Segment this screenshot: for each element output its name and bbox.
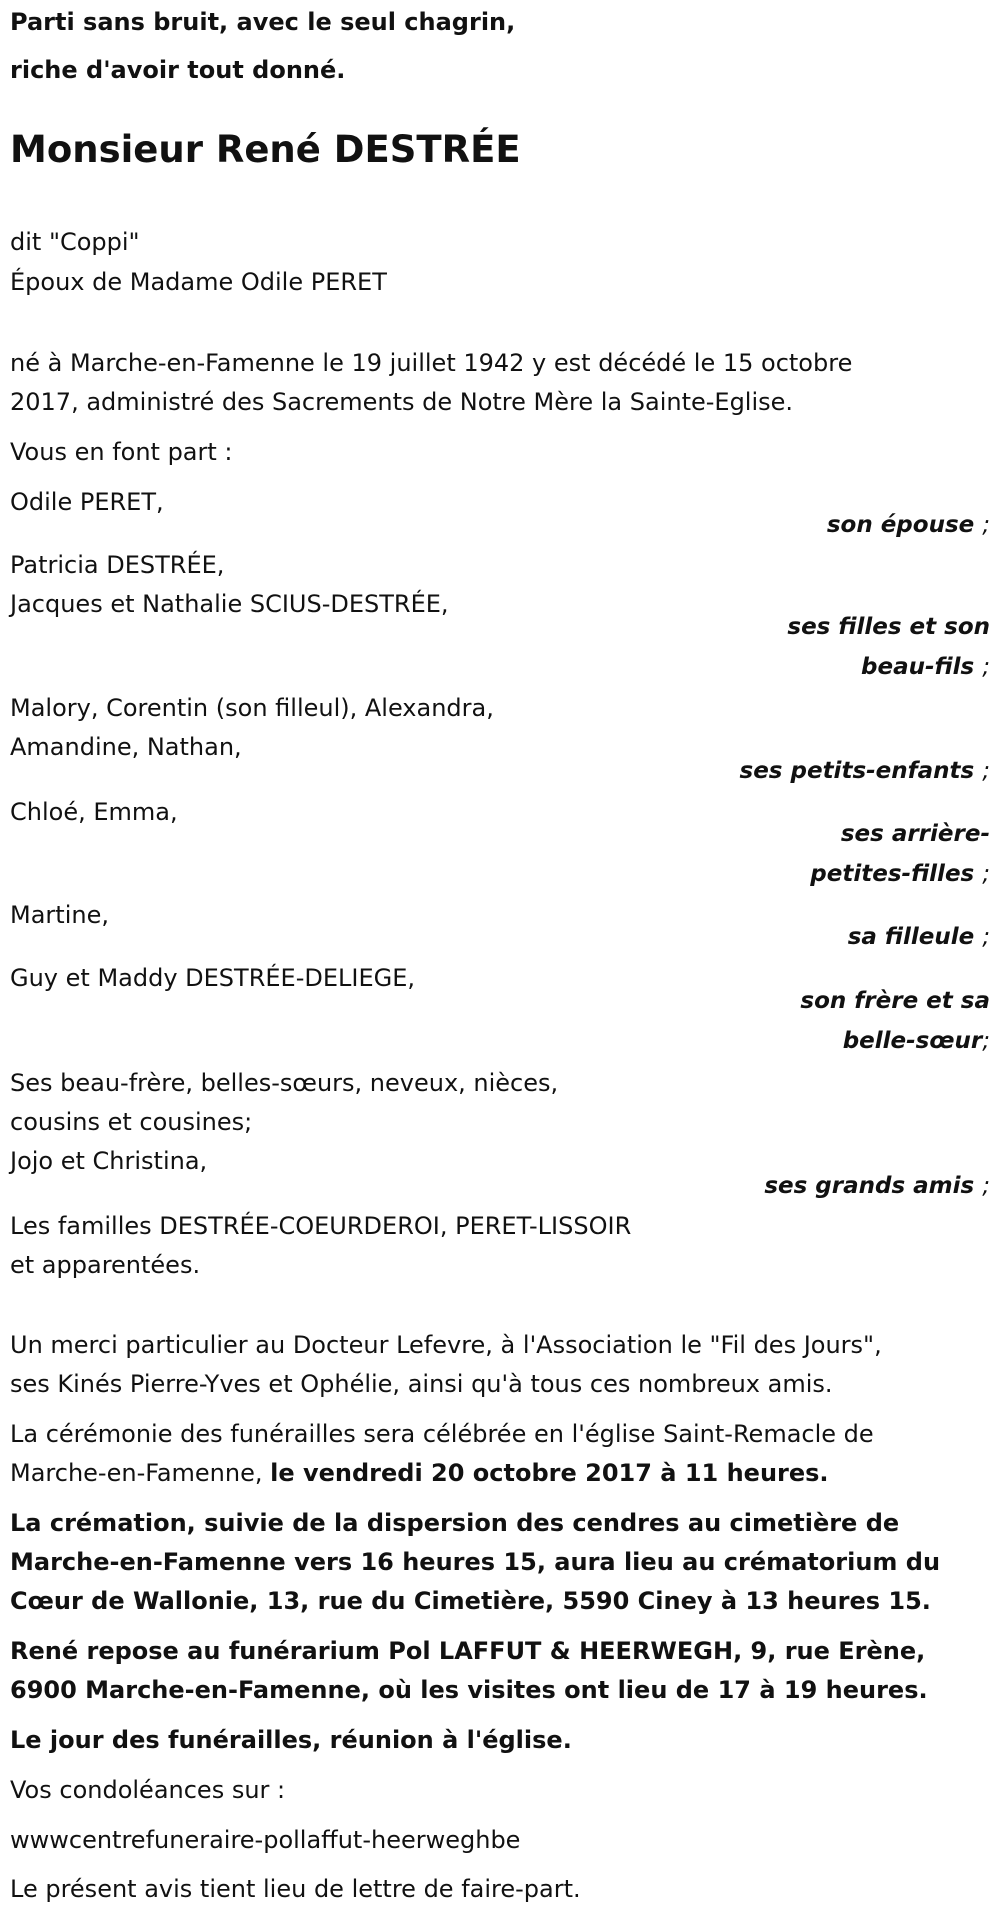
funeral-home-line: 6900 Marche-en-Famenne, où les visites ont lieu de 17 à 19 heures. — [10, 1676, 928, 1704]
cremation-line: Marche-en-Famenne vers 16 heures 15, aura lieu au crématorium du — [10, 1548, 941, 1576]
thanks-line-1: Un merci particulier au Docteur Lefevre, à l'Association le "Fil des Jours", — [10, 1331, 882, 1359]
family-name-line: Les familles DESTRÉE-COEURDEROI, PERET-LISSOIR — [10, 1212, 632, 1240]
meeting-line: Le jour des funérailles, réunion à l'église. — [10, 1726, 572, 1754]
family-relation: son épouse ; — [826, 512, 990, 538]
condolences-line: Vos condoléances sur : — [10, 1776, 286, 1804]
cremation-line: La crémation, suivie de la dispersion des cendres au cimetière de — [10, 1509, 900, 1537]
family-name-line: Odile PERET, — [10, 488, 164, 516]
epitaph-line-1: Parti sans bruit, avec le seul chagrin, — [10, 8, 516, 36]
family-name-line: Martine, — [10, 901, 109, 929]
family-relation: ses grands amis ; — [764, 1173, 990, 1199]
spouse-line: Époux de Madame Odile PERET — [10, 268, 387, 296]
family-relation: son frère et sa — [800, 988, 990, 1014]
family-name-line: Chloé, Emma, — [10, 798, 178, 826]
family-name-line: Guy et Maddy DESTRÉE-DELIEGE, — [10, 964, 416, 992]
family-name-line: Patricia DESTRÉE, — [10, 551, 225, 579]
family-relation: belle-sœur; — [842, 1028, 990, 1054]
birth-death-line-1: né à Marche-en-Famenne le 19 juillet 1942 y est décédé le 15 octobre — [10, 349, 853, 377]
family-name-line: cousins et cousines; — [10, 1108, 253, 1136]
ceremony-line-2: Marche-en-Famenne, le vendredi 20 octobre 2017 à 11 heures. — [10, 1459, 829, 1487]
closing-line: Le présent avis tient lieu de lettre de faire-part. — [10, 1875, 581, 1903]
family-relation: sa filleule ; — [847, 924, 990, 950]
family-name-line: Amandine, Nathan, — [10, 733, 242, 761]
family-relation: ses filles et son — [787, 614, 990, 640]
family-name-line: Jojo et Christina, — [10, 1147, 208, 1175]
website-link[interactable]: wwwcentrefuneraire-pollaffut-heerweghbe — [10, 1826, 521, 1854]
family-name-line: Ses beau-frère, belles-sœurs, neveux, nièces, — [10, 1069, 559, 1097]
family-name-line: Jacques et Nathalie SCIUS-DESTRÉE, — [10, 590, 449, 618]
thanks-line-2: ses Kinés Pierre-Yves et Ophélie, ainsi qu'à tous ces nombreux amis. — [10, 1370, 833, 1398]
nickname: dit "Coppi" — [10, 228, 140, 256]
family-relation: beau-fils ; — [861, 654, 990, 680]
announce-line: Vous en font part : — [10, 438, 233, 466]
family-name-line: et apparentées. — [10, 1251, 201, 1279]
family-relation: ses arrière- — [840, 821, 990, 847]
ceremony-line-1: La cérémonie des funérailles sera célébrée en l'église Saint-Remacle de — [10, 1420, 874, 1448]
epitaph-line-2: riche d'avoir tout donné. — [10, 56, 346, 84]
cremation-line: Cœur de Wallonie, 13, rue du Cimetière, 5590 Ciney à 13 heures 15. — [10, 1587, 931, 1615]
family-relation: petites-filles ; — [810, 861, 990, 887]
deceased-name: Monsieur René DESTRÉE — [10, 128, 521, 171]
family-name-line: Malory, Corentin (son filleul), Alexandra, — [10, 694, 494, 722]
birth-death-line-2: 2017, administré des Sacrements de Notre Mère la Sainte-Eglise. — [10, 388, 794, 416]
funeral-home-line: René repose au funérarium Pol LAFFUT & HEERWEGH, 9, rue Erène, — [10, 1637, 926, 1665]
family-relation: ses petits-enfants ; — [739, 758, 990, 784]
